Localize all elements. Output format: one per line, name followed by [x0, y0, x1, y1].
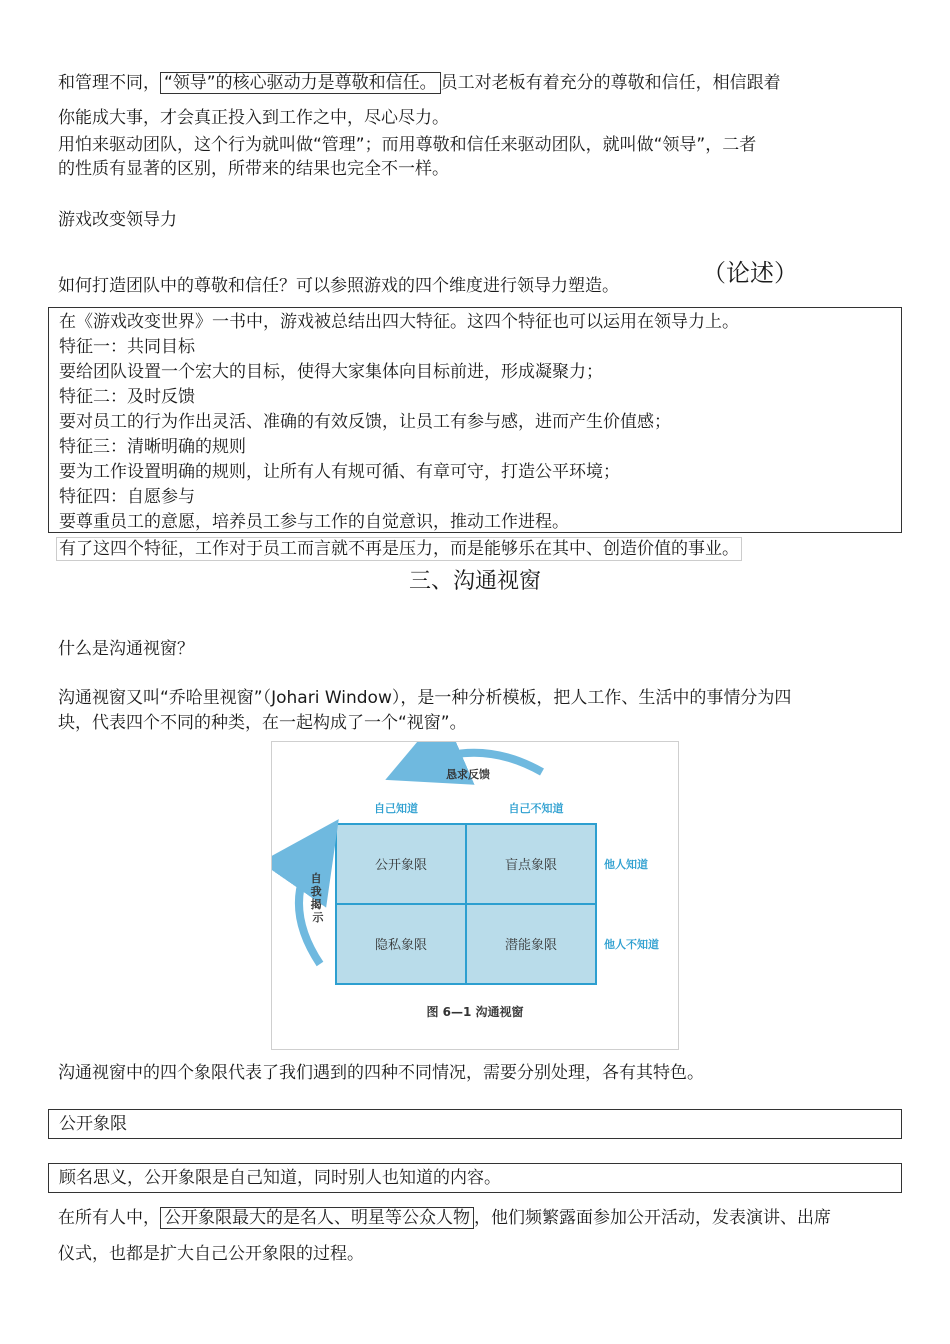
request-feedback-label: 恳求反馈 [446, 768, 490, 781]
row-unknown-label: 他人不知道 [604, 938, 659, 951]
text-segment: 在所有人中， [58, 1208, 160, 1228]
feature-line: 特征三：清晰明确的规则 [59, 437, 246, 457]
text-segment: 员工对老板有着充分的尊敬和信任，相信跟着 [440, 73, 781, 93]
col-known-label: 自己知道 [374, 802, 418, 815]
feature-line: 要尊重员工的意愿，培养员工参与工作的自觉意识，推动工作进程。 [59, 512, 569, 532]
feature-intro: 在《游戏改变世界》一书中，游戏被总结出四大特征。这四个特征也可以运用在领导力上。 [59, 312, 739, 332]
self-disclosure-char: 自 [310, 872, 322, 885]
figure-caption: 图 6—1 沟通视窗 [426, 1005, 524, 1019]
self-disclosure-char: 我 [310, 885, 322, 898]
feature-line: 要给团队设置一个宏大的目标，使得大家集体向目标前进，形成凝聚力； [59, 362, 603, 382]
col-unknown-label: 自己不知道 [508, 802, 564, 815]
closing-statement: 有了这四个特征，工作对于员工而言就不再是压力，而是能够乐在其中、创造价值的事业。 [56, 537, 742, 561]
section-heading-communication-window: 三、沟通视窗 [408, 569, 541, 594]
text-segment: ，他们频繁露面参加公开活动，发表演讲、出席 [474, 1208, 831, 1228]
label-box-open-quadrant: 公开象限 [48, 1109, 902, 1139]
section-title-game: 游戏改变领导力 [58, 210, 177, 230]
quadrant-hidden-label: 隐私象限 [374, 938, 428, 953]
row-known-label: 他人知道 [604, 858, 648, 871]
feature-line: 要为工作设置明确的规则，让所有人有规可循、有章可守，打造公平环境； [59, 462, 620, 482]
quadrant-open-label: 公开象限 [374, 858, 428, 873]
johari-window-diagram [272, 742, 678, 1049]
paragraph-leadership-line1 [58, 72, 781, 94]
paragraph-public-figures-line2: 仪式，也都是扩大自己公开象限的过程。 [58, 1244, 364, 1264]
feature-line: 特征四：自愿参与 [59, 487, 195, 507]
self-disclosure-char: 示 [312, 911, 324, 924]
lunshu-annotation: （论述） [702, 259, 798, 287]
definition-box-open-quadrant: 顾名思义，公开象限是自己知道，同时别人也知道的内容。 [48, 1163, 902, 1193]
quadrant-unknown-label: 潜能象限 [504, 938, 558, 953]
quadrant-blind-label: 盲点象限 [504, 858, 558, 873]
feature-line: 要对员工的行为作出灵活、准确的有效反馈，让员工有参与感，进而产生价值感； [59, 412, 671, 432]
text-segment: 和管理不同， [58, 73, 160, 93]
boxed-highlight: “领导”的核心驱动力是尊敬和信任。 [160, 72, 441, 94]
paragraph-management-line1: 用怕来驱动团队，这个行为就叫做“管理”；而用尊敬和信任来驱动团队，就叫做“领导”，二者 [58, 135, 757, 155]
johari-window-figure [271, 741, 679, 1050]
paragraph-leadership-line2: 你能成大事，才会真正投入到工作之中，尽心尽力。 [58, 108, 449, 128]
johari-paragraph-line1: 沟通视窗又叫“乔哈里视窗”（Johari Window），是一种分析模板，把人工作、生活中的事情分为四 [58, 688, 792, 708]
paragraph-public-figures-line1 [58, 1207, 831, 1229]
four-quadrants-paragraph: 沟通视窗中的四个象限代表了我们遇到的四种不同情况，需要分别处理，各有其特色。 [58, 1063, 704, 1083]
boxed-highlight: 公开象限最大的是名人、明星等公众人物 [160, 1207, 474, 1229]
self-disclosure-label [311, 871, 326, 924]
johari-paragraph-line2: 块，代表四个不同的种类，在一起构成了一个“视窗”。 [58, 713, 467, 733]
feature-box [48, 307, 902, 533]
feature-line: 特征一：共同目标 [59, 337, 195, 357]
question-what-is-window: 什么是沟通视窗？ [58, 639, 194, 659]
self-disclosure-char: 揭 [310, 898, 322, 911]
question-trust: 如何打造团队中的尊敬和信任？可以参照游戏的四个维度进行领导力塑造。 [58, 276, 619, 296]
paragraph-management-line2: 的性质有显著的区别，所带来的结果也完全不一样。 [58, 159, 449, 179]
feature-line: 特征二：及时反馈 [59, 387, 195, 407]
